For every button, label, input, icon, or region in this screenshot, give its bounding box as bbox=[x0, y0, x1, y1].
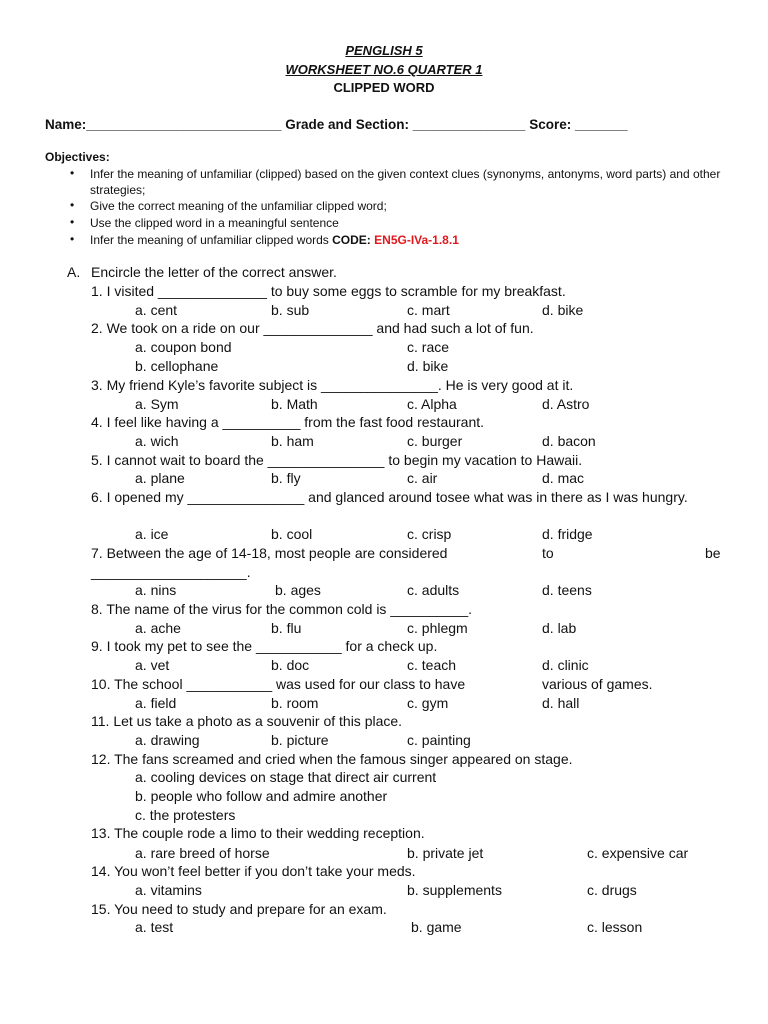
objective-item-code bbox=[90, 232, 730, 248]
subject-title: PENGLISH 5 bbox=[345, 43, 423, 58]
question-12: 12. The fans screamed and cried when the famous singer appeared on stage. bbox=[91, 751, 573, 767]
choice-13b[interactable]: b. private jet bbox=[407, 845, 484, 861]
choice-5c[interactable]: c. air bbox=[407, 470, 438, 486]
choice-2c[interactable]: c. race bbox=[407, 339, 450, 355]
choice-5a[interactable]: a. plane bbox=[135, 470, 185, 486]
question-10: 10. The school ___________ was used for our class to have bbox=[91, 676, 466, 692]
choice-10b[interactable]: b. room bbox=[271, 695, 319, 711]
question-14: 14. You won’t feel better if you don’t take your meds. bbox=[91, 863, 416, 879]
choice-14c[interactable]: c. drugs bbox=[587, 882, 637, 898]
choice-3b[interactable]: b. Math bbox=[271, 396, 318, 412]
name-blank: __________________________ bbox=[86, 117, 282, 132]
choice-6a[interactable]: a. ice bbox=[135, 526, 169, 542]
choice-8c[interactable]: c. phlegm bbox=[407, 620, 468, 636]
section-marker: A. bbox=[67, 264, 81, 280]
objectives-label: Objectives: bbox=[45, 150, 110, 164]
student-info-line bbox=[45, 117, 628, 132]
choice-11a[interactable]: a. drawing bbox=[135, 732, 200, 748]
question-1: 1. I visited ______________ to buy some eggs to scramble for my breakfast. bbox=[91, 283, 566, 299]
choice-15b[interactable]: b. game bbox=[411, 919, 462, 935]
choice-8d[interactable]: d. lab bbox=[542, 620, 577, 636]
bullet-icon: • bbox=[70, 198, 75, 212]
worksheet-title: WORKSHEET NO.6 QUARTER 1 bbox=[285, 62, 483, 77]
choice-5d[interactable]: d. mac bbox=[542, 470, 585, 486]
choice-12a[interactable]: a. cooling devices on stage that direct air current bbox=[135, 769, 437, 785]
question-7-blank: ____________________. bbox=[91, 564, 251, 580]
grade-section-label: Grade and Section: bbox=[285, 117, 410, 132]
choice-7b[interactable]: b. ages bbox=[275, 582, 321, 598]
choice-6b[interactable]: b. cool bbox=[271, 526, 313, 542]
bullet-icon: • bbox=[70, 232, 75, 246]
objective-item: Infer the meaning of unfamiliar (clipped) based on the given context clues (synonyms, antonyms, word parts) and other strategies; bbox=[90, 167, 721, 197]
name-label: Name: bbox=[45, 117, 87, 132]
choice-5b[interactable]: b. fly bbox=[271, 470, 301, 486]
choice-11b[interactable]: b. picture bbox=[271, 732, 329, 748]
code-value: EN5G-IVa-1.8.1 bbox=[374, 233, 459, 247]
choice-4d[interactable]: d. bacon bbox=[542, 433, 596, 449]
choice-2d[interactable]: d. bike bbox=[407, 358, 449, 374]
choice-10a[interactable]: a. field bbox=[135, 695, 177, 711]
choice-1b[interactable]: b. sub bbox=[271, 302, 310, 318]
choice-6d[interactable]: d. fridge bbox=[542, 526, 593, 542]
question-3: 3. My friend Kyle’s favorite subject is _______________. He is very good at it. bbox=[91, 377, 574, 393]
question-4: 4. I feel like having a __________ from the fast food restaurant. bbox=[91, 414, 485, 430]
question-5: 5. I cannot wait to board the _______________ to begin my vacation to Hawaii. bbox=[91, 452, 583, 468]
choice-3a[interactable]: a. Sym bbox=[135, 396, 179, 412]
choice-13c[interactable]: c. expensive car bbox=[587, 845, 689, 861]
choice-14b[interactable]: b. supplements bbox=[407, 882, 502, 898]
code-label: CODE: bbox=[332, 233, 371, 247]
choice-3c[interactable]: c. Alpha bbox=[407, 396, 457, 412]
choice-4c[interactable]: c. burger bbox=[407, 433, 463, 449]
choice-1c[interactable]: c. mart bbox=[407, 302, 450, 318]
choice-10d[interactable]: d. hall bbox=[542, 695, 580, 711]
question-7-to: to bbox=[542, 545, 554, 561]
objective-item: Use the clipped word in a meaningful sentence bbox=[90, 216, 339, 230]
choice-14a[interactable]: a. vitamins bbox=[135, 882, 202, 898]
choice-1a[interactable]: a. cent bbox=[135, 302, 178, 318]
choice-6c[interactable]: c. crisp bbox=[407, 526, 452, 542]
question-6: 6. I opened my _______________ and glanced around tosee what was in there as I was hungry. bbox=[91, 489, 688, 505]
question-15: 15. You need to study and prepare for an exam. bbox=[91, 901, 387, 917]
question-13: 13. The couple rode a limo to their wedding reception. bbox=[91, 825, 425, 841]
question-8: 8. The name of the virus for the common cold is __________. bbox=[91, 601, 473, 617]
choice-10c[interactable]: c. gym bbox=[407, 695, 449, 711]
choice-4a[interactable]: a. wich bbox=[135, 433, 179, 449]
question-2: 2. We took on a ride on our ______________ and had such a lot of fun. bbox=[91, 320, 534, 336]
choice-9d[interactable]: d. clinic bbox=[542, 657, 589, 673]
choice-8a[interactable]: a. ache bbox=[135, 620, 181, 636]
score-blank: _______ bbox=[574, 117, 628, 132]
topic-title: CLIPPED WORD bbox=[333, 80, 435, 95]
grade-section-blank: _______________ bbox=[412, 117, 526, 132]
bullet-icon: • bbox=[70, 166, 75, 180]
objective-item: Give the correct meaning of the unfamiliar clipped word; bbox=[90, 199, 387, 213]
question-10-tail: various of games. bbox=[542, 676, 653, 692]
question-7-be: be bbox=[705, 545, 721, 561]
choice-9a[interactable]: a. vet bbox=[135, 657, 170, 673]
choice-8b[interactable]: b. flu bbox=[271, 620, 302, 636]
question-9: 9. I took my pet to see the ___________ for a check up. bbox=[91, 638, 438, 654]
choice-4b[interactable]: b. ham bbox=[271, 433, 314, 449]
choice-2b[interactable]: b. cellophane bbox=[135, 358, 219, 374]
question-11: 11. Let us take a photo as a souvenir of this place. bbox=[91, 713, 403, 729]
choice-11c[interactable]: c. painting bbox=[407, 732, 471, 748]
choice-15c[interactable]: c. lesson bbox=[587, 919, 643, 935]
choice-7d[interactable]: d. teens bbox=[542, 582, 592, 598]
score-label: Score: bbox=[529, 117, 572, 132]
choice-15a[interactable]: a. test bbox=[135, 919, 174, 935]
choice-9b[interactable]: b. doc bbox=[271, 657, 310, 673]
choice-3d[interactable]: d. Astro bbox=[542, 396, 590, 412]
choice-7c[interactable]: c. adults bbox=[407, 582, 460, 598]
bullet-icon: • bbox=[70, 215, 75, 229]
choice-13a[interactable]: a. rare breed of horse bbox=[135, 845, 270, 861]
choice-12c[interactable]: c. the protesters bbox=[135, 807, 236, 823]
question-7: 7. Between the age of 14-18, most people are considered bbox=[91, 545, 448, 561]
choice-2a[interactable]: a. coupon bond bbox=[135, 339, 232, 355]
section-instruction: Encircle the letter of the correct answer. bbox=[91, 264, 337, 280]
choice-7a[interactable]: a. nins bbox=[135, 582, 177, 598]
choice-1d[interactable]: d. bike bbox=[542, 302, 584, 318]
choice-9c[interactable]: c. teach bbox=[407, 657, 457, 673]
objective-text: Infer the meaning of unfamiliar clipped words bbox=[90, 233, 329, 247]
choice-12b[interactable]: b. people who follow and admire another bbox=[135, 788, 388, 804]
